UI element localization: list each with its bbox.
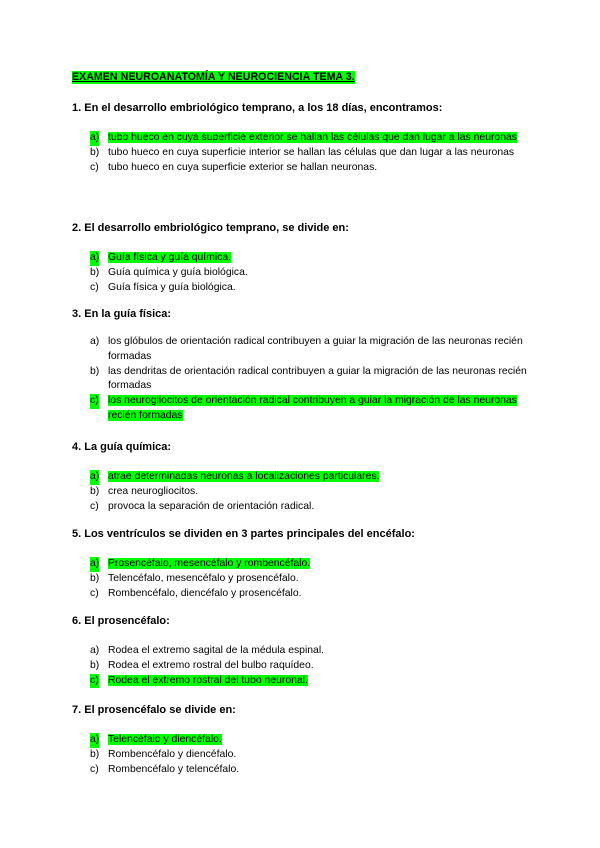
option-b (90, 485, 530, 500)
option-letter: c) (90, 161, 99, 173)
option-list (90, 644, 530, 688)
question-text: 5. Los ventrículos se dividen en 3 partes principales del encéfalo: (72, 528, 415, 540)
option-text: atrae determinadas neuronas a localizaciones particulares. (108, 471, 380, 482)
option-text: Rodea el extremo rostral del tubo neuronal. (108, 674, 308, 686)
option-list (90, 470, 530, 514)
option-list (90, 733, 530, 777)
option-c-correct (90, 674, 530, 689)
option-text: crea neurogliocitos. (108, 485, 199, 497)
question-text: 7. El prosencéfalo se divide en: (72, 704, 236, 716)
option-letter: c) (90, 394, 99, 409)
option-text: Guía química y guía biológica. (108, 266, 248, 278)
question-5 (72, 527, 542, 599)
option-c (90, 500, 530, 515)
option-text: las dendritas de orientación radical contribuyen a guiar la migración de las neuronas recién formadas (108, 365, 527, 392)
exam-title: EXAMEN NEUROANATOMÍA Y NEUROCIENCIA TEMA 3. (72, 71, 355, 83)
option-text: Guía física y guía biológica. (108, 281, 236, 293)
option-text: tubo hueco en cuya superficie exterior se hallan las células que dan lugar a las neuronas (108, 132, 517, 143)
option-a-correct (90, 251, 530, 266)
question-2 (72, 221, 542, 293)
option-a (90, 335, 530, 365)
option-text: Rombencéfalo y diencéfalo. (108, 748, 237, 760)
option-c (90, 587, 530, 602)
option-list (90, 557, 530, 601)
option-text: Guía física y guía química. (108, 252, 232, 263)
option-list (90, 335, 530, 424)
option-list (90, 131, 530, 175)
question-4 (72, 440, 542, 512)
option-b (90, 266, 530, 281)
question-text: 3. En la guía física: (72, 308, 172, 320)
option-c (90, 763, 530, 778)
option-a-correct (90, 131, 530, 146)
option-letter: a) (90, 470, 99, 485)
option-letter: a) (90, 557, 99, 572)
option-letter: b) (90, 659, 100, 671)
option-letter: b) (90, 485, 100, 497)
option-letter: b) (90, 365, 100, 377)
option-text: los glóbulos de orientación radical contribuyen a guiar la migración de las neuronas recién formadas (108, 336, 523, 362)
option-text: los neurogliocitos de orientación radical contribuyen a guiar la migración de las neuronas recién formadas (108, 395, 517, 421)
question-text: 6. El prosencéfalo: (72, 615, 170, 627)
option-b (90, 572, 530, 587)
question-text: 1. En el desarrollo embriológico temprano, a los 18 días, encontramos: (72, 102, 443, 114)
option-a (90, 644, 530, 659)
option-letter: a) (90, 645, 100, 656)
option-letter: b) (90, 572, 100, 584)
option-text: provoca la separación de orientación radical. (108, 500, 315, 512)
option-letter: a) (90, 131, 99, 146)
option-b (90, 365, 530, 395)
option-text: tubo hueco en cuya superficie exterior se hallan neuronas. (108, 161, 378, 173)
option-a-correct (90, 470, 530, 485)
option-c-correct (90, 394, 530, 424)
option-b (90, 748, 530, 763)
option-letter: a) (90, 336, 100, 347)
option-text: Telencéfalo, mesencéfalo y prosencéfalo. (108, 572, 299, 584)
question-text: 4. La guía química: (72, 441, 172, 453)
option-text: tubo hueco en cuya superficie interior se hallan las células que dan lugar a las neuronas (108, 146, 515, 158)
option-b (90, 146, 530, 161)
option-text: Prosencéfalo, mesencéfalo y rombencéfalo. (108, 558, 311, 569)
option-c (90, 281, 530, 296)
option-c (90, 161, 530, 176)
option-letter: c) (90, 763, 99, 775)
question-text: 2. El desarrollo embriológico temprano, se divide en: (72, 222, 349, 234)
option-letter: b) (90, 146, 100, 158)
option-text: Rombencéfalo, diencéfalo y prosencéfalo. (108, 587, 302, 599)
option-list (90, 251, 530, 295)
option-letter: b) (90, 266, 100, 278)
option-letter: c) (90, 500, 99, 512)
question-3 (72, 307, 542, 421)
option-letter: a) (90, 251, 99, 266)
option-text: Telencéfalo y diencéfalo. (108, 734, 222, 745)
option-a-correct (90, 733, 530, 748)
option-letter: c) (90, 281, 99, 293)
option-letter: b) (90, 748, 100, 760)
question-7 (72, 703, 542, 775)
question-6 (72, 614, 542, 686)
option-a-correct (90, 557, 530, 572)
option-text: Rodea el extremo sagital de la médula espinal. (108, 645, 325, 656)
option-text: Rombencéfalo y telencéfalo. (108, 763, 240, 775)
option-letter: c) (90, 587, 99, 599)
option-letter: a) (90, 733, 99, 748)
option-b (90, 659, 530, 674)
option-letter: c) (90, 674, 99, 689)
question-1 (72, 101, 542, 173)
option-text: Rodea el extremo rostral del bulbo raquídeo. (108, 659, 314, 671)
